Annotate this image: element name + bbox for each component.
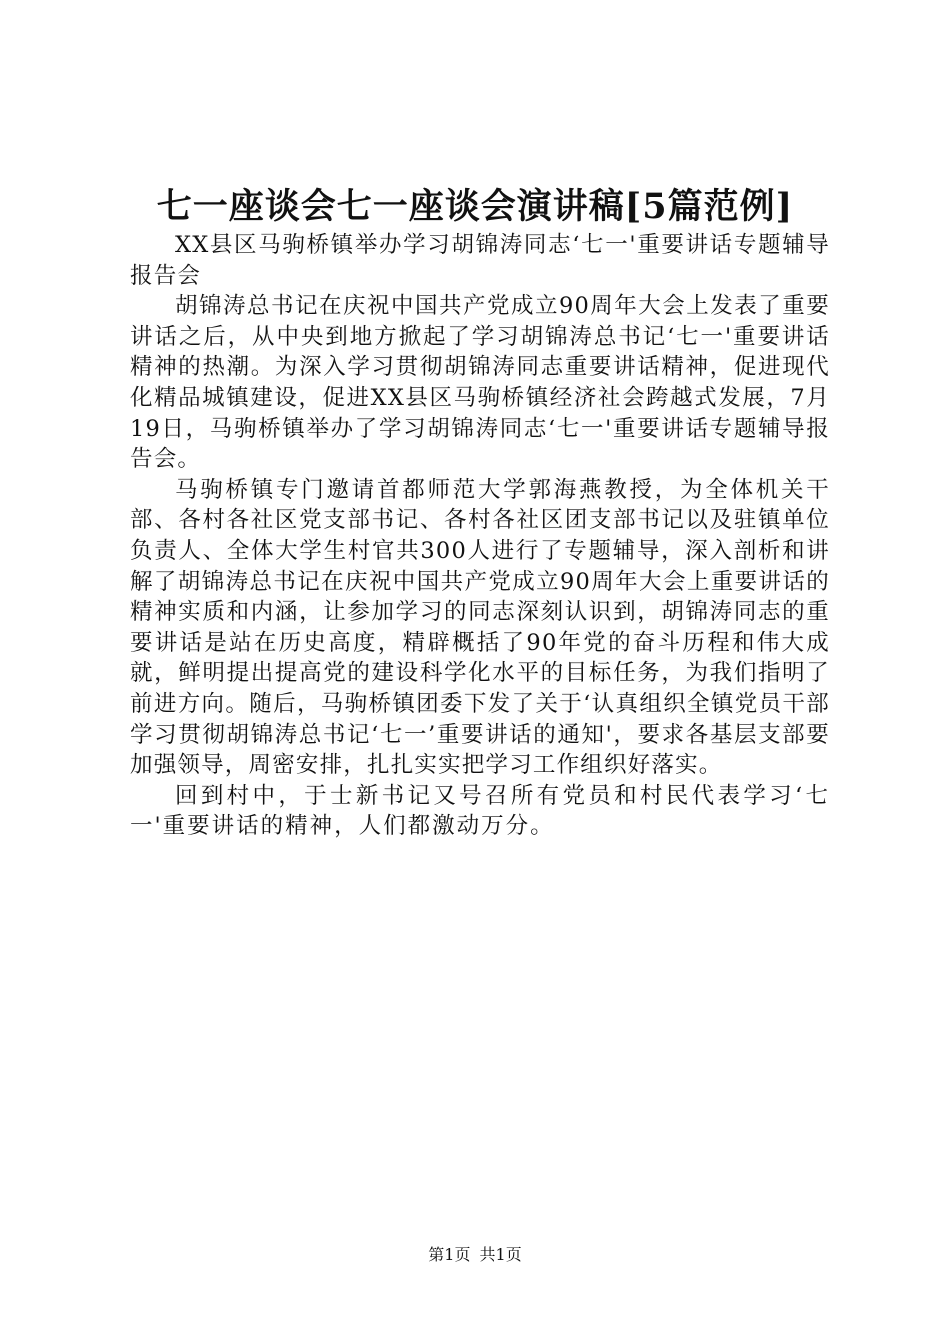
document-title: 七一座谈会七一座谈会演讲稿[5篇范例] xyxy=(156,186,794,227)
paragraph-subtitle: XX县区马驹桥镇举办学习胡锦涛同志‘七一'重要讲话专题辅导报告会 xyxy=(130,232,830,289)
paragraph-intro: 胡锦涛总书记在庆祝中国共产党成立90周年大会上发表了重要讲话之后，从中央到地方掀起了学习胡锦涛总书记‘七一'重要讲话精神的热潮。为深入学习贯彻胡锦涛同志重要讲话精神，促进现代化精品城镇建设，促进XX县区马驹桥镇经济社会跨越式发展，7月19日，马驹桥镇举办了学习胡锦涛同志‘七一'重要讲话专题辅导报告会。 xyxy=(130,293,830,473)
paragraph-details: 马驹桥镇专门邀请首都师范大学郭海燕教授，为全体机关干部、各村各社区党支部书记、各村各社区团支部书记以及驻镇单位负责人、全体大学生村官共300人进行了专题辅导，深入剖析和讲解了胡锦涛总书记在庆祝中国共产党成立90周年大会上重要讲话的精神实质和内涵，让参加学习的同志深刻认识到，胡锦涛同志的重要讲话是站在历史高度，精辟概括了90年党的奋斗历程和伟大成就，鲜明提出提高党的建设科学化水平的目标任务，为我们指明了前进方向。随后，马驹桥镇团委下发了关于‘认真组织全镇党员干部学习贯彻胡锦涛总书记‘七一’重要讲话的通知'，要求各基层支部要加强领导，周密安排，扎扎实实把学习工作组织好落实。 xyxy=(130,476,830,779)
current-page-label: 第1页 xyxy=(428,1245,471,1264)
document-body xyxy=(130,230,830,842)
total-pages-label: 共1页 xyxy=(479,1245,522,1264)
page-footer xyxy=(0,1244,950,1266)
paragraph-closing: 回到村中，于士新书记又号召所有党员和村民代表学习‘七一'重要讲话的精神，人们都激动万分。 xyxy=(130,782,830,840)
